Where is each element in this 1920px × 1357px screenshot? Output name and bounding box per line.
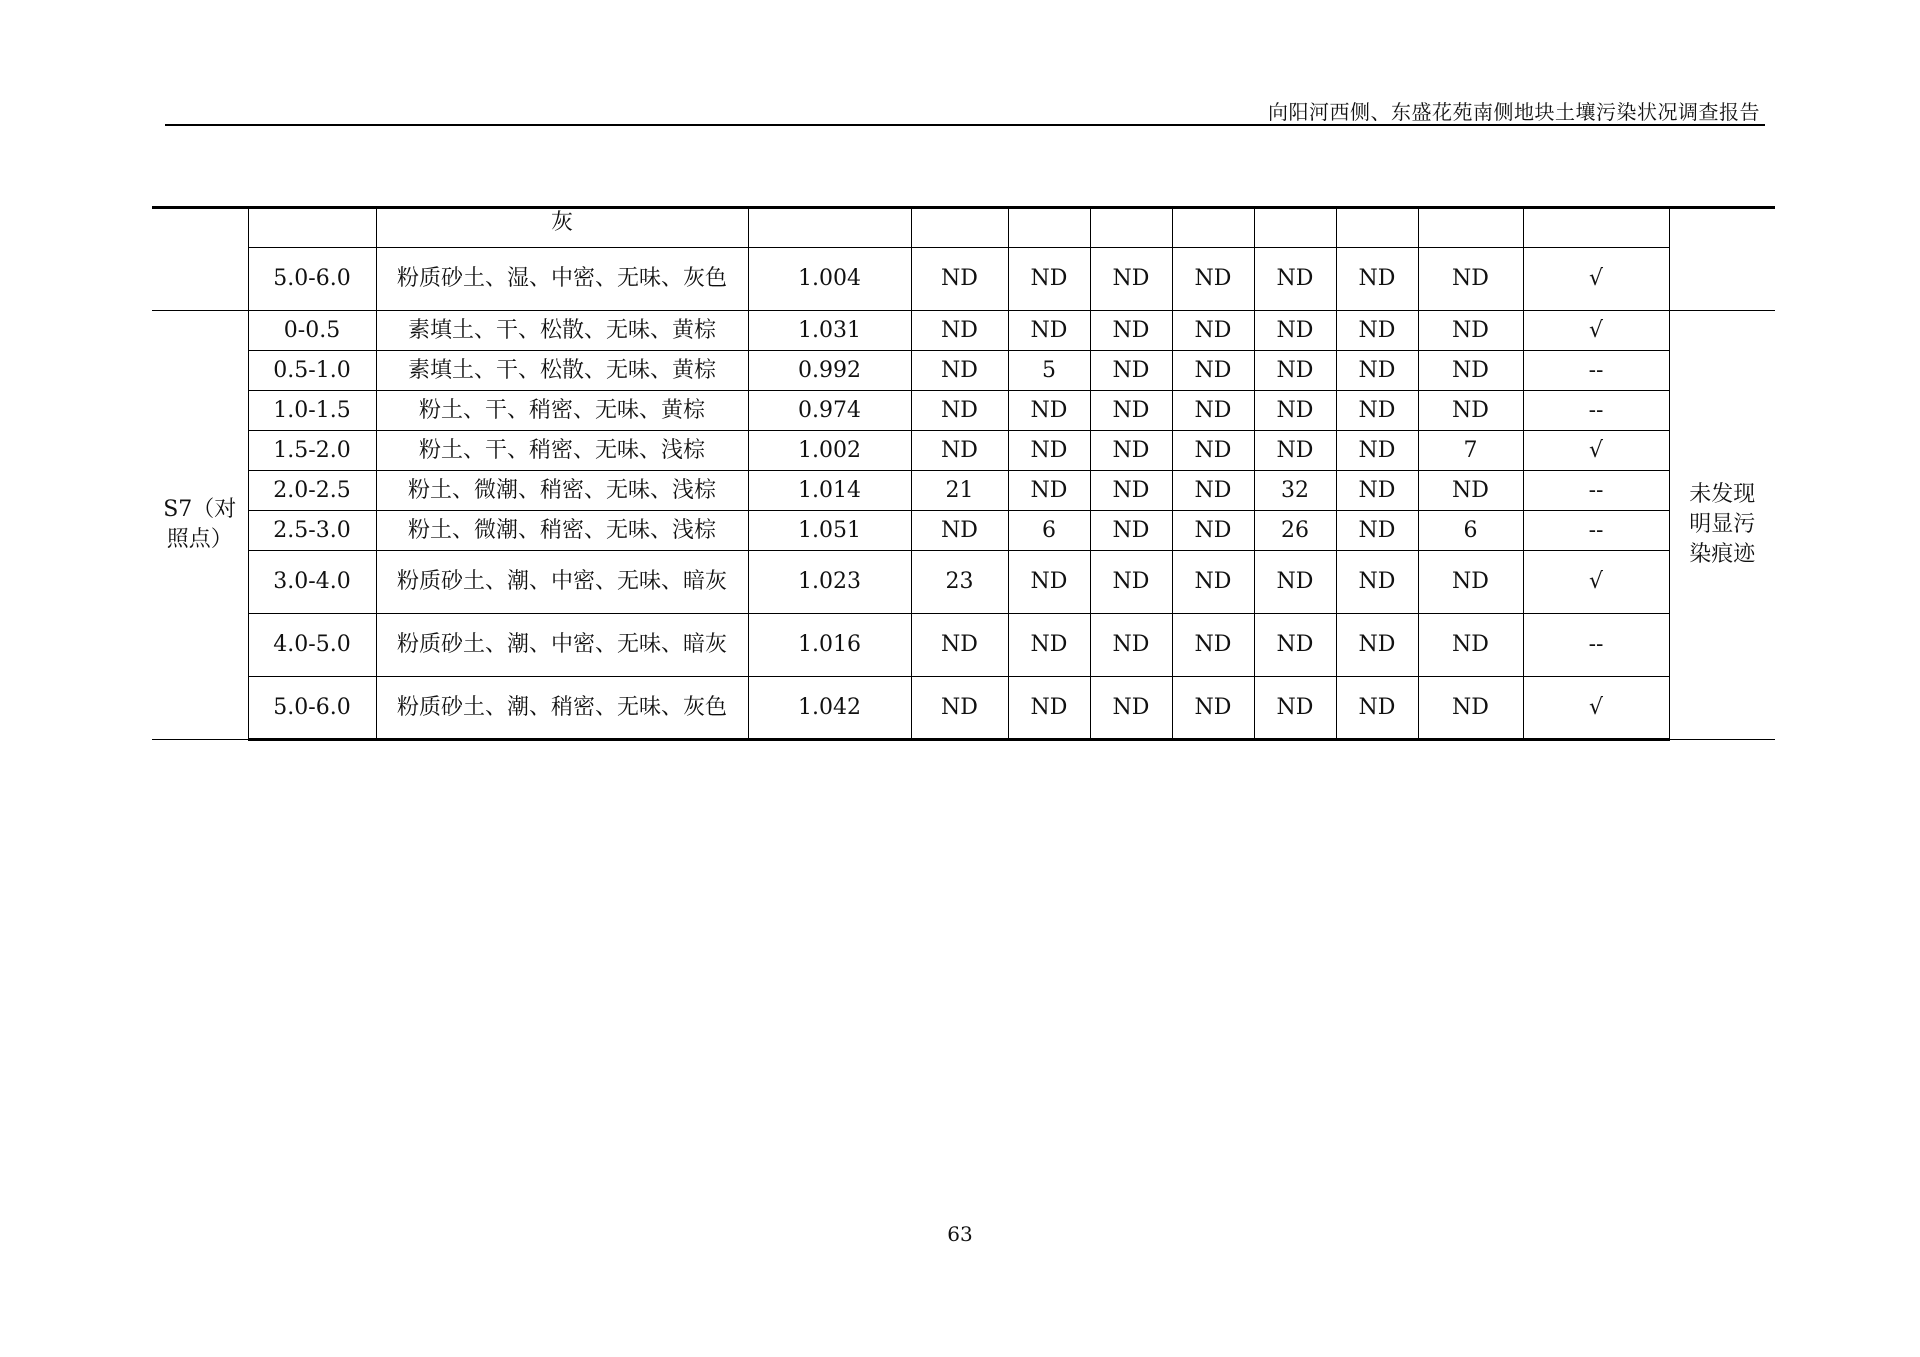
result-cell [1336,208,1418,248]
table-row [152,248,1775,311]
prev-remark-cell [1669,208,1775,311]
result-cell: ND [1172,391,1254,431]
remark-line: 明显污 [1689,512,1756,537]
result-cell: ND [1090,351,1172,391]
result-cell: ND [1254,351,1336,391]
table-row [152,391,1775,431]
result-cell: ND [1336,431,1418,471]
mark-cell: -- [1523,391,1669,431]
depth-cell: 0-0.5 [248,311,376,351]
result-cell: ND [1090,511,1172,551]
table-row [152,351,1775,391]
value-cell: 1.016 [748,614,911,677]
description-cell: 粉质砂土、潮、中密、无味、暗灰 [376,551,748,614]
result-cell: ND [1254,431,1336,471]
depth-cell: 0.5-1.0 [248,351,376,391]
soil-sample-table [152,206,1775,741]
result-cell [1254,208,1336,248]
result-cell: ND [1254,311,1336,351]
remark-line: 未发现 [1689,482,1756,507]
result-cell: ND [1336,471,1418,511]
result-cell [1008,208,1090,248]
result-cell: ND [1254,614,1336,677]
result-cell: ND [1254,551,1336,614]
result-cell: ND [1172,511,1254,551]
table-row [152,511,1775,551]
value-cell: 1.014 [748,471,911,511]
table-row [152,431,1775,471]
mark-cell: -- [1523,511,1669,551]
result-cell: ND [1008,677,1090,740]
depth-cell: 5.0-6.0 [248,248,376,311]
result-cell: ND [1090,391,1172,431]
value-cell [748,208,911,248]
value-cell: 1.023 [748,551,911,614]
result-cell: ND [1336,551,1418,614]
depth-cell: 1.0-1.5 [248,391,376,431]
result-cell: 32 [1254,471,1336,511]
result-cell: ND [911,614,1008,677]
prev-site-cell [152,208,248,311]
result-cell: ND [1090,431,1172,471]
result-cell: ND [1008,551,1090,614]
description-cell: 粉土、微潮、稍密、无味、浅棕 [376,511,748,551]
result-cell [1172,208,1254,248]
result-cell: 26 [1254,511,1336,551]
result-cell: ND [911,677,1008,740]
result-cell: ND [1090,248,1172,311]
mark-cell: -- [1523,471,1669,511]
table-row [152,311,1775,351]
site-label-line: 照点） [166,527,233,552]
result-cell: 23 [911,551,1008,614]
site-label-line: S7（对 [163,497,237,522]
description-cell: 粉土、干、稍密、无味、黄棕 [376,391,748,431]
description-cell: 粉土、干、稍密、无味、浅棕 [376,431,748,471]
result-cell: 5 [1008,351,1090,391]
mark-cell: -- [1523,351,1669,391]
result-cell: ND [1172,351,1254,391]
result-cell: ND [1254,248,1336,311]
result-cell: ND [1336,677,1418,740]
result-cell: ND [1008,471,1090,511]
value-cell: 1.031 [748,311,911,351]
result-cell: ND [1090,551,1172,614]
result-cell: ND [1172,677,1254,740]
result-cell: ND [911,248,1008,311]
result-cell: ND [1008,431,1090,471]
result-cell [1418,208,1523,248]
result-cell: ND [1008,391,1090,431]
result-cell: ND [911,311,1008,351]
description-cell: 粉土、微潮、稍密、无味、浅棕 [376,471,748,511]
result-cell: ND [1336,614,1418,677]
result-cell: ND [1008,311,1090,351]
result-cell: ND [1418,351,1523,391]
result-cell: ND [1418,614,1523,677]
result-cell: ND [1172,248,1254,311]
remark-cell [1669,311,1775,740]
result-cell: ND [1090,677,1172,740]
result-cell: ND [1418,311,1523,351]
result-cell: ND [1090,471,1172,511]
result-cell: 21 [911,471,1008,511]
result-cell: 6 [1418,511,1523,551]
result-cell: ND [1090,614,1172,677]
result-cell: ND [1008,614,1090,677]
remark-line: 染痕迹 [1689,542,1756,567]
depth-cell: 1.5-2.0 [248,431,376,471]
depth-cell: 4.0-5.0 [248,614,376,677]
result-cell: ND [911,431,1008,471]
depth-cell: 2.0-2.5 [248,471,376,511]
depth-cell: 5.0-6.0 [248,677,376,740]
mark-cell: √ [1523,248,1669,311]
result-cell: ND [1172,431,1254,471]
result-cell: ND [1008,248,1090,311]
result-cell [911,208,1008,248]
result-cell: ND [911,511,1008,551]
site-label-cell [152,311,248,740]
result-cell: ND [1336,311,1418,351]
table-row [152,551,1775,614]
result-cell: ND [1418,248,1523,311]
result-cell: ND [1418,391,1523,431]
result-cell: ND [1254,677,1336,740]
depth-cell [248,208,376,248]
result-cell: ND [1418,471,1523,511]
result-cell: ND [1172,311,1254,351]
value-cell: 0.974 [748,391,911,431]
mark-cell: √ [1523,311,1669,351]
page-number: 63 [947,1222,973,1246]
value-cell: 1.042 [748,677,911,740]
description-cell: 素填土、干、松散、无味、黄棕 [376,351,748,391]
table-row-fragment [152,208,1775,248]
mark-cell: √ [1523,551,1669,614]
value-cell: 0.992 [748,351,911,391]
description-cell: 灰 [376,208,748,248]
description-cell: 粉质砂土、潮、中密、无味、暗灰 [376,614,748,677]
value-cell: 1.051 [748,511,911,551]
result-cell: ND [911,391,1008,431]
table-row [152,677,1775,740]
result-cell: ND [1090,311,1172,351]
mark-cell: √ [1523,677,1669,740]
result-cell: ND [1172,551,1254,614]
result-cell: 6 [1008,511,1090,551]
description-cell: 粉质砂土、湿、中密、无味、灰色 [376,248,748,311]
description-cell: 素填土、干、松散、无味、黄棕 [376,311,748,351]
header-divider [165,124,1765,126]
table-row [152,471,1775,511]
result-cell: ND [1172,614,1254,677]
description-cell: 粉质砂土、潮、稍密、无味、灰色 [376,677,748,740]
value-cell: 1.004 [748,248,911,311]
result-cell: ND [1336,511,1418,551]
result-cell: ND [1172,471,1254,511]
page-header-title: 向阳河西侧、东盛花苑南侧地块土壤污染状况调查报告 [1268,100,1760,124]
result-cell [1090,208,1172,248]
result-cell: ND [1336,391,1418,431]
depth-cell: 2.5-3.0 [248,511,376,551]
result-cell: 7 [1418,431,1523,471]
depth-cell: 3.0-4.0 [248,551,376,614]
result-cell: ND [1418,551,1523,614]
result-cell: ND [1336,351,1418,391]
value-cell: 1.002 [748,431,911,471]
result-cell: ND [1254,391,1336,431]
result-cell: ND [1336,248,1418,311]
table-row [152,614,1775,677]
mark-cell: -- [1523,614,1669,677]
mark-cell [1523,208,1669,248]
mark-cell: √ [1523,431,1669,471]
result-cell: ND [911,351,1008,391]
result-cell: ND [1418,677,1523,740]
